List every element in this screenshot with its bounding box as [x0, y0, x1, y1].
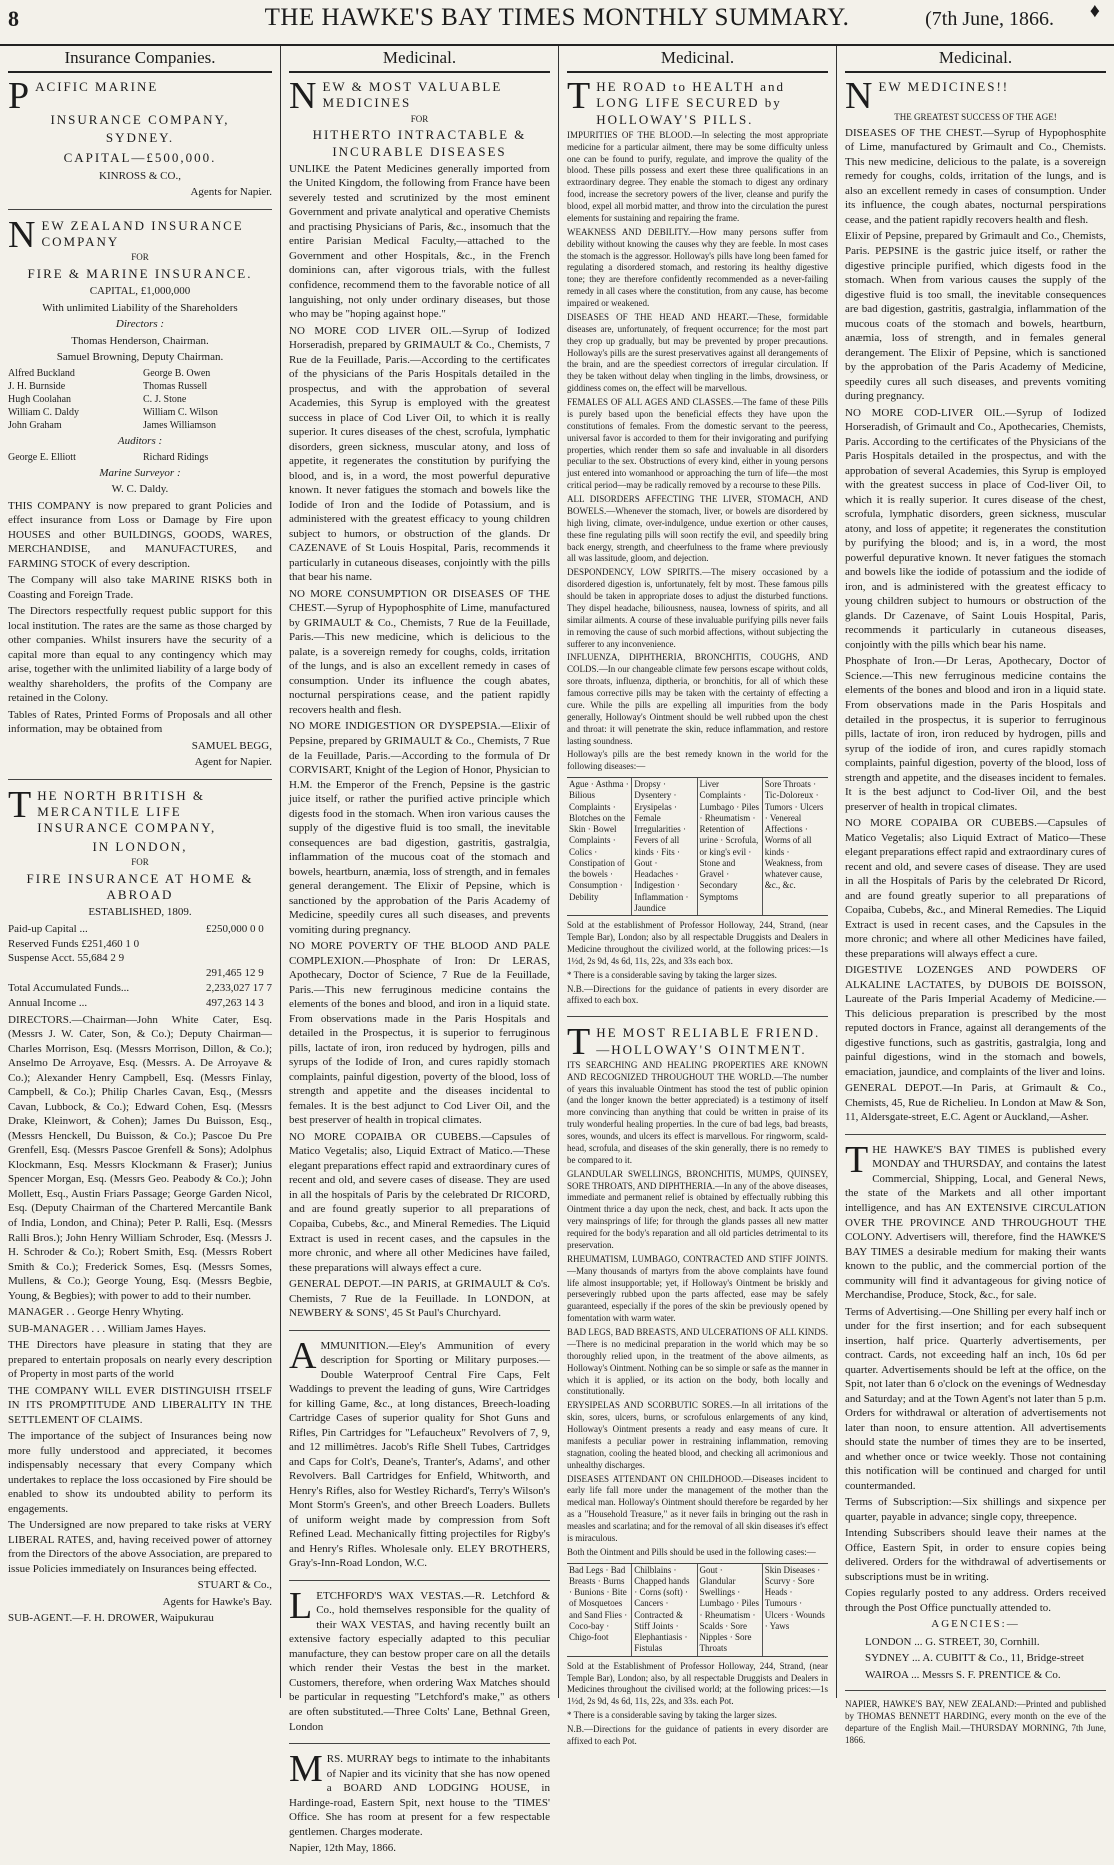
ad-body: WEAKNESS AND DEBILITY.—How many persons suffer from debility without knowing the causes why they are feeble. In most cases the stomach is the aggressor. Holloway's pills have long been famed for regulating a disordered stomach, and restoring its healthy digestive tone; they are therefore confidently recommended as a never-failing remedy in all cases where the constitution, from any cause, has become impaired or weakened. [567, 226, 828, 308]
ad-body: GENERAL DEPOT.—IN PARIS, at GRIMAULT & Co's. Chemists, 7 Rue de la Feuillade. In LONDON, at NEWBERY & SONS', 45 St Paul's Churchyard. [289, 1278, 550, 1320]
sub-manager: SUB-MANAGER . . . William James Hayes. [8, 1322, 206, 1335]
financial-label: Total Accumulated Funds... [8, 982, 130, 995]
ad-north-british-mercantile [8, 783, 272, 1635]
diseases-column: Dropsy · Dysentery · Erysipelas · Female Irregularities · Fevers of all kinds · Fits · Gout · Headaches · Indigestion · Inflammation · Jaundice [632, 778, 697, 915]
drop-cap: N [845, 75, 875, 117]
ad-body: RHEUMATISM, LUMBAGO, CONTRACTED AND STIFF JOINTS.—Many thousands of martyrs from the above complaints have found life almost insupportable; yet, if Holloway's Ointment be briskly and perseveringly rubbed upon the parts affected, ease may be safely guaranteed, especially if the pores of the skin be previously opened by fomentation with warm water. [567, 1253, 828, 1324]
ad-body [845, 1138, 1106, 1303]
ad-for: FOR [131, 856, 149, 867]
ad-heading-text: EW & MOST VALUABLE MEDICINES [322, 79, 503, 111]
diseases-column: Chilblains · Chapped hands · Corns (soft) · Cancers · Contracted & Stiff Joints · Elephantiasis · Fistulas [632, 1564, 697, 1656]
ad-location: IN LONDON, [92, 838, 188, 854]
director-name: Alfred Buckland [8, 367, 75, 379]
ad-body: THIS COMPANY is now prepared to grant Policies and effect insurance from Loss or Damage by Fire upon HOUSES and other BUILDINGS, GOODS, WARES, MERCHANDISE, and MANUFACTURES, and FARMING STOCK of every description. [8, 499, 272, 570]
ad-body: IMPURITIES OF THE BLOOD.—In selecting the most appropriate medicine for a particular ailment, there may be some difficulty unless one can be found to purify, regulate, and improve the quality of the blood. These pills possess and exert these three qualifications in an extraordinary degree. They enable the stomach to digest any ordinary food, increase the secretory powers of the liver, cleanse and purify the blood, expel all morbid matter, and throw into the circulation the purest elements for sustaining and repairing the frame. [567, 129, 828, 223]
ad-body: NO MORE INDIGESTION OR DYSPEPSIA.—Elixir of Pepsine, prepared by GRIMAULT & Co., Chemists, 7 Rue de la Feuillade, Paris.—According to the formula of Dr CORVISART, Knight of the Legion of Honor, Physician to H.M. the Emperor of the French, Pepsine is the gastric juice itself, or rather the purified active principle which digests food in the stomach. When iron various causes the supply of the digestive fluid is too small, the inevitable consequences are bad digestion, gastritis, gastralgia, inflammation of the mucous coat of the stomach and bowels, heartburn, anæmia, loss of strength, and in females general derangement. The Elixir of Pepsine, which is sanctioned by the approbation of the Paris Academy of Medicine, speedily cures all such diseases, and prevents vomiting during pregnancy. [289, 720, 550, 936]
ad-new-medicines-2 [845, 75, 1106, 1135]
ad-heading-text: HE MOST RELIABLE FRIEND.—HOLLOWAY'S OINTMENT. [596, 1025, 821, 1057]
archive-mark: ♦ [1089, 0, 1100, 22]
auditors-label: Auditors : [117, 434, 163, 447]
financial-label: Suspense Acct. 55,684 2 9 [8, 952, 125, 965]
agencies-label: AGENCIES:— [931, 1618, 1020, 1631]
ad-body: UNLIKE the Patent Medicines generally imported from the United Kingdom, the following from France have been severely tested and scrutinized by the most eminent Government and private analytical and operative Chemists and practising Physicians of Paris, &c., insomuch that the entire Parisian Medical Faculty,—attached to the Government and other Hospitals, &c., in the French dominions can, after vigorous trials, with the fullest confidence, recommend them to the favorable notice of all languishing, not only under ordinary diseases, but those who may be "hoping against hope." [289, 162, 550, 321]
director-name: William C. Wilson [143, 406, 218, 418]
ad-text: ETCHFORD'S WAX VESTAS.—R. Letchford & Co., hold themselves responsible for the quality of their WAX VESTAS, and having recently built an extensive factory especially adapted to this peculiar manufacture, they can bestow proper care on all the details which render their Vestas the best in the market. Customers, therefore, when ordering Wax Matches should be particular in requesting "Letchford's make," as others are often substituted.—Three Colts' Lane, Bethnal Green, London [289, 1589, 550, 1733]
ad-holloways-ointment [567, 1021, 828, 1757]
ad-body [289, 1748, 550, 1839]
ad-heading-text: ACIFIC MARINE [35, 79, 159, 94]
ad-heading [567, 1021, 828, 1064]
drop-cap: T [845, 1138, 869, 1181]
ad-heading [8, 213, 272, 256]
diseases-column: Skin Diseases · Scurvy · Sore Heads · Tumours · Ulcers · Wounds · Yaws [764, 1564, 825, 1631]
director-name: Hugh Coolahan [8, 393, 72, 405]
ad-pacific-marine [8, 75, 272, 210]
financial-value: £250,000 0 0 [206, 922, 264, 935]
financial-value: 2,233,027 17 7 [206, 982, 272, 995]
financial-value: 291,465 12 9 [206, 967, 264, 980]
ad-text: HE HAWKE'S BAY TIMES is published every MONDAY and THURSDAY, and contains the latest Commercial, Shipping, Local, and General News, the state of the Markets and all other important intelligence, and has AN EXTENSIVE CIRCULATION OVER THE PROVINCE AND THROUGHOUT THE COLONY. Advertisers will, therefore, find the HAWKE'S BAY TIMES a desirable medium for making their wants known to the public, and the commercial portion of the community will find it advantageous for giving notice of Merchandise, Produce, Stock, &c., for sale. [845, 1143, 1106, 1302]
ad-body: NO MORE COPAIBA OR CUBEBS.—Capsules of Matico Vegetalis; also, Liquid Extract of Matico.—These elegant preparations effect rapid and extraordinary cures of recent and old, and severe cases of disease. They are used in all the hospitals of Paris by the celebrated Dr RICORD, and are found greatly superior to all preparations of Copaiba, Cubebs, &c., and Mineral Remedies. The Liquid Extract is used in recent cases, and the capsules in the more chronic, and where all other Medicines have failed, these preparations will always effect a cure. [289, 1130, 550, 1274]
director-name: J. H. Burnside [8, 380, 66, 392]
ad-heading [567, 75, 828, 128]
ad-body: FEMALES OF ALL AGES AND CLASSES.—The fame of these Pills is purely based upon the beneficial effects they have upon the constitutions of females. From the domestic servant to the peeress, universal favor is accorded to them for their invigorating and purifying properties, which render them so safe and invaluable in all disorders peculiar to the sex. Obstructions of every kind, either in young persons just entered into womanhood or approaching the turn of life—the most critical period—may be radically removed by a recourse to these Pills. [567, 397, 828, 491]
ad-heading [8, 75, 272, 117]
page-number: 8 [8, 6, 19, 31]
drop-cap: T [567, 1021, 593, 1064]
ad-body: DIRECTORS.—Chairman—John White Cater, Esq. (Messrs J. W. Cater, Son, & Co.); Deputy Chairman—Charles Morrison, Esq. (Messrs Morrison, Dillon, & Co.); Anselmo De Arroyave, Esq. (Messrs. A. De Arroyave & Co.); Alexander Henry Campbell, Esq. (Messrs Finlay, Campbell, & Co.); Philip Charles Cavan, Esq., (Messrs Cavan, Lubbock, & Co.); Edward Cohen, Esq. (Messrs Drake, Kleinwort, & Cohen); James Du Buisson, Esq., (Messrs Henckell, Du Buisson, & Co.); Pascoe Du Pre Grenfell, Esq. (Messrs Pascoe Grenfell & Sons); Adolphus Klockmann, Esq. Messrs Klockmann & Fraser); Junius Spencer Morgan, Esq. (Messrs Geo. Peabody & Co.); John Mollett, Esq., Austin Friars Passage; George Garden Nicol, Esq. (Deputy Chairman of the Chartered Mercantile Bank of India, London, and China); Peter P. Ralli, Esq. (Messrs Ralli Bros.); John Henry William Schroder, Esq. (Messrs J. H. Schroder & Co.); Robert Smith, Esq. (Messrs Robert Smith & Co.); Frederick Somes, Esq. (Messrs Somes, Mullens, & Co.); George Young, Esq. (Messrs Begbie, Young, & Begbies); with power to add to their number. [8, 1013, 272, 1302]
ad-body: The Directors respectfully request public support for this local institution. The rates are the same as those charged by other companies. Whilst insurers have the security of a capital more than equal to any contingency which may arise, together with the unlimited liability of a large body of wealthy shareholders, the profits of the Company are retained in the Colony. [8, 605, 272, 705]
drop-cap: N [289, 75, 319, 117]
ad-letchford-vestas [289, 1584, 550, 1744]
ad-body: ITS SEARCHING AND HEALING PROPERTIES ARE KNOWN AND RECOGNIZED THROUGHOUT THE WORLD.—The number of years this invaluable Ointment has stood the test of public opinion (and the longer known the better appreciated) is a testimony of itself more convincing than anything that could be written in praise of its truly wonderful healing properties. In the cure of bad legs, bad breasts, sores, wounds, and ulcers its effect is marvellous. For ringworm, scald-head, scrofula, and diseases of the skin generally, there is no remedy to be compared to it. [567, 1059, 828, 1165]
ad-mrs-murray [289, 1748, 550, 1865]
drop-cap: N [8, 213, 38, 256]
ad-body: THE Directors have pleasure in stating that they are prepared to entertain proposals on nearly every description of Property in most parts of the world [8, 1339, 272, 1381]
ad-body [289, 1334, 550, 1571]
diseases-column: Liver Complaints · Lumbago · Piles · Rheumatism · Retention of urine · Scrofula, or king's evil · Stone and Gravel · Secondary Symptoms [698, 778, 763, 915]
agent-name: KINROSS & CO., [99, 169, 181, 182]
ad-body: NO MORE CONSUMPTION OR DISEASES OF THE CHEST.—Syrup of Hypophosphite of Lime, manufactured by GRIMAULT & Co., Chemists, 7 Rue de la Feuillade, Paris.—This new medicine, which is delicious to the palate, is a sovereign remedy for coughs, colds, irritation of the lungs, and is also an excellent remedy in cases of consumption. Under its influence the cough abates, nocturnal perspirations cease, and the patient rapidly recovers health and flesh. [289, 587, 550, 716]
ad-body: ERYSIPELAS AND SCORBUTIC SORES.—In all irritations of the skin, sores, ulcers, burns, or scrofulous enlargements of any kind, Holloway's Ointment presents a ready and easy means of cure. It manifests a peculiar power in restraining inflammation, removing stagnation, cooling the heated blood, and checking all acrimonious and unhealthy discharges. [567, 1400, 828, 1470]
ad-capital: CAPITAL—£500,000. [63, 149, 217, 165]
ad-body: INFLUENZA, DIPHTHERIA, BRONCHITIS, COUGHS, AND COLDS.—In our changeable climate few persons escape without colds, sore throats, influenza, diptheria, or bronchitis, for all of which these famous corrective pills may be taken with the certainty of effecting a cure. While the pills are expelling all impurities from the body generally, Holloway's Ointment should be well rubbed upon the chest and throat: it will penetrate the skin, reduce inflammation, and restore lasting soundness. [567, 652, 828, 746]
financial-table [8, 922, 272, 1011]
financial-value: 497,263 14 3 [206, 996, 264, 1009]
agent-name: STUART & Co., [197, 1579, 272, 1592]
column-medicinal-3 [836, 46, 1114, 1746]
diseases-table [567, 777, 828, 916]
director-name: John Graham [8, 419, 62, 431]
agent-role: Agents for Hawke's Bay. [162, 1595, 272, 1608]
ad-new-zealand-insurance [8, 213, 272, 780]
financial-label [8, 966, 206, 981]
ad-date: Napier, 12th May, 1866. [289, 1842, 396, 1855]
surveyor-name: W. C. Daldy. [111, 483, 169, 496]
ad-body: DESPONDENCY, LOW SPIRITS.—The misery occasioned by a disordered digestion is, unfortunately, felt by most. These famous pills should be taken in appropriate doses to adjust the disturbed functions. They dispel headache, biliousness, nausea, lowness of spirits, and all similar ailments. A course of these invaluable purifying pills never fails in removing the cause of such morbid affections, without subjecting the sufferer to any inconvenience. [567, 567, 828, 649]
column-heading: Insurance Companies. [8, 46, 272, 73]
ad-heading [289, 75, 550, 117]
financial-value [206, 937, 272, 952]
director-name: William C. Daldy [8, 406, 79, 418]
agency-line: WAIROA ... Messrs S. F. PRENTICE & Co. [865, 1668, 1061, 1681]
ad-body: Terms of Subscription:—Six shillings and sixpence per quarter, payable in advance; single copy, threepence. [845, 1496, 1106, 1523]
column-medicinal-2 [558, 46, 836, 1746]
ad-heading [8, 783, 272, 837]
ad-body: Sold at the establishment of Professor Holloway, 244, Strand, (near Temple Bar), London; also by all respectable Druggists and Dealers in Medicine throughout the civilized world, at the following prices:—1s 1½d, 2s 9d, 4s 6d, 11s, 22s, and 33s each box. [567, 920, 828, 966]
drop-cap: L [289, 1584, 313, 1627]
ad-body: DISEASES OF THE HEAD AND HEART.—These, formidable diseases are, unfortunately, of frequent occurrence; for the most part they crop up gradually, but may be prevented by proper precautions. Holloway's pills are the surest preservatives against all derangements of the brain, and are the speediest correctors of irregular circulation. If they be taken without delay when tingling in the limbs, drowsiness, or giddiness comes on, the effect will be marvellous. [567, 311, 828, 394]
ad-body: GLANDULAR SWELLINGS, BRONCHITIS, MUMPS, QUINSEY, SORE THROATS, AND DIPHTHERIA.—In any of the above diseases, immediate and permanent relief is obtained by effectually rubbing this Ointment thrice a day upon the neck, chest, and back. It acts upon the very mainsprings of life; for through the glands passes all new matter required for the body's reparation and all old particles detrimental to its preservation. [567, 1168, 828, 1250]
financial-value [206, 951, 272, 966]
ad-new-medicines [289, 75, 550, 1331]
agency-line: SYDNEY ... A. CUBITT & Co., 11, Bridge-street [865, 1652, 1084, 1665]
auditors-list [8, 451, 272, 464]
ad-hawkes-bay-times [845, 1138, 1106, 1692]
ad-body: DISEASES ATTENDANT ON CHILDHOOD.—Diseases incident to early life fall more under the management of the mother than the medical man. Holloway's Ointment should therefore be regarded by her as a "Household Treasure," as it never fails in bringing out the rash in measles and scarlatina; and for the removal of all skin diseases it's effect is miraculous. [567, 1473, 828, 1543]
masthead-date: (7th June, 1866. [925, 8, 1054, 30]
column-heading: Medicinal. [845, 46, 1106, 73]
ad-ammunition [289, 1334, 550, 1581]
director-name: James Williamson [143, 419, 217, 431]
ad-body: GENERAL DEPOT.—In Paris, at Grimault & Co., Chemists, 45, Rue de Richelieu. In London at Maw & Son, 11, Aldersgate-street, E.C. Agent or Auckland,—Asher. [845, 1082, 1106, 1124]
ad-text: RS. MURRAY begs to intimate to the inhabitants of Napier and its vicinity that she has now opened a BOARD AND LODGING HOUSE, in Hardinge-road, Eastern Spit, next house to the 'TIMES' Office. She has room at present for a few respectable gentlemen. Charges moderate. [289, 1753, 550, 1838]
sub-agent: SUB-AGENT.—F. H. DROWER, Waipukurau [8, 1612, 214, 1625]
column-medicinal-1 [280, 46, 558, 1855]
imprint-text: NAPIER, HAWKE'S BAY, NEW ZEALAND:—Printed and published by THOMAS BENNETT HARDING, every month on the eve of the departure of the English Mail.—THURSDAY MORNING, 7th June, 1866. [845, 1699, 1106, 1746]
financial-label: Reserved Funds £251,460 1 0 [8, 937, 140, 950]
diseases-column: Gout · Glandular Swellings · Lumbago · Piles · Rheumatism · Scalds · Sore Nipples · Sore Throats [698, 1564, 763, 1656]
ad-holloways-pills [567, 75, 828, 1017]
ad-body: The importance of the subject of Insurances being now more fully understood and appreciated, it becomes indispensably necessary that every Company which undertakes to replace the loss occasioned by Fire should be enabled to show its undoubted ability to perform its engagements. [8, 1430, 272, 1515]
ad-body: * There is a considerable saving by taking the larger sizes. [567, 1710, 777, 1721]
financial-label: Annual Income ... [8, 996, 88, 1009]
financial-label: Paid-up Capital ... [8, 922, 88, 935]
ad-subheading: THE GREATEST SUCCESS OF THE AGE! [894, 112, 1057, 122]
ad-text: MMUNITION.—Eley's Ammunition of every description for Sporting or Military purposes.—Double Waterproof Central Fire Caps, Felt Waddings to prevent the leading of guns, Wire Cartridges for killing Game, &c., at long distances, Breech-loading Cartridge Cases of superior quality for Shot Guns and Rifles, Pin Cartridges for "Lefaucheux" Revolvers of 7, 9, and 12 millimètres. Jacob's Rifle Shell Tubes, Cartridges and Caps for Colt's, Deane's, Tranter's, Adams', and other Revolvers. Ball Cartridges for Enfield, Whitworth, and Henry's Rifles, also for Westley Richard's, Terry's Wilson's Mont Storm's Green's, and other Breech Loaders. Bullets of uniform weight made by compression from Soft Refined Lead. Mechanically fitting projectiles for Rigby's and Henry's Rifles. Wholesale only. ELEY BROTHERS, Gray's-Inn-Road London, W.C. [289, 1339, 550, 1570]
ad-body: ALL DISORDERS AFFECTING THE LIVER, STOMACH, AND BOWELS.—Whenever the stomach, liver, or bowels are disordered by high living, climate, over-indulgence, undue exertion or other causes, these fine regulating pills will soon rectify the evil, and speedily bring back energy, strength, and cheerfulness to the frame where previously all was lassitude, gloom, and dejection. [567, 494, 828, 564]
ad-heading-text: HE ROAD to HEALTH and LONG LIFE SECURED by HOLLOWAY'S PILLS. [596, 79, 786, 127]
ad-liability: With unlimited Liability of the Shareholders [42, 301, 238, 314]
ad-subheading: INSURANCE COMPANY, [50, 112, 230, 127]
ad-subheading: FIRE INSURANCE AT HOME & ABROAD [26, 870, 254, 902]
agent-role: Agents for Napier. [190, 186, 272, 199]
column-heading: Medicinal. [289, 46, 550, 73]
auditor-name: George E. Elliott [8, 451, 76, 463]
ad-location: SYDNEY. [105, 130, 175, 146]
ad-body: The Undersigned are now prepared to take risks at VERY LIBERAL RATES, and, having received power of attorney from the Directors of the above Association, are prepared to issue Policies immediately on Insurances being effected. [8, 1519, 272, 1575]
ad-heading-text: HE NORTH BRITISH & MERCANTILE LIFE INSURANCE COMPANY, [37, 787, 217, 836]
masthead-title: THE HAWKE'S BAY TIMES MONTHLY SUMMARY. [264, 4, 850, 31]
agency-line: LONDON ... G. STREET, 30, Cornhill. [865, 1635, 1040, 1648]
ad-body: Phosphate of Iron.—Dr Leras, Apothecary, Doctor of Science.—This new ferruginous medicine contains the elements of the bones and blood and iron in a liquid state. From observations made in the Paris Hospitals and detailed in the prospectus, it is superior to ferruginous pills, lactate of iron, iron reduced by hydrogen, pills and syrup of the iodide of iron, and cures rapidly stomach complaints, painful digestion, poverty of the blood, loss of strength and appetite, and the diseases incident to females. It is the best adjunct to Cod-liver Oil, and the best preserver of health in tropical climates. [845, 655, 1106, 813]
ad-body: NO MORE COD-LIVER OIL.—Syrup of Iodized Horseradish, of Grimault and Co., Apothecaries, Chemists, Paris. According to the certificates of the Physicians of the Paris Hospitals detailed in the prospectus, and with the approbation of several Academies, this Syrup is employed with the greatest success in place of Cod-liver Oil, to which it is really superior. It cures disease of the chest, scrofula, lymphatic disorders, green sickness, muscular atony, and loss of appetite; it regenerates the constitution by purifying the blood; and is, in a word, the most powerful depurative known. It never fatigues the stomach and bowels like the iodide of potassium and the iodide of iron, and is administered with the greatest efficacy to young children subject to humours or obstruction of the glands. Dr Cazenave, of Saint Louis Hospital, Paris, recommends it particularly in cutaneous diseases, conjointly with the pills which bear his name. [845, 406, 1106, 651]
diseases-column: Sore Throats · Tic-Doloreux · Tumors · Ulcers · Venereal Affections · Worms of all kinds · Weakness, from whatever cause, &c., &c. [764, 779, 824, 891]
director-name: George B. Owen [143, 367, 211, 379]
agencies-list [845, 1634, 1106, 1684]
ad-heading-text: EW ZEALAND INSURANCE COMPANY [41, 217, 244, 250]
surveyor-label: Marine Surveyor : [99, 466, 181, 479]
ad-subheading: HITHERTO INTRACTABLE & INCURABLE DISEASES [312, 127, 527, 159]
diseases-table [567, 1563, 828, 1657]
ad-body: Sold at the Establishment of Professor Holloway, 244, Strand, (near Temple Bar), London; also, by all respectable Druggists and Dealers in Medicines throughout the civilised world; at the following prices:—1s 1½d, 2s 9d, 4s 6d, 11s, 22s, and 33s. each Pot. [567, 1660, 828, 1707]
manager: MANAGER . . George Henry Whyting. [8, 1306, 184, 1319]
agent-role: Agent for Napier. [194, 756, 272, 769]
ad-body: Copies regularly posted to any address. Orders received through the Post Office punctually attended to. [845, 1587, 1106, 1614]
ad-capital: CAPITAL, £1,000,000 [89, 285, 191, 298]
ad-body: N.B.—Directions for the guidance of patients in every disorder are affixed to each box. [567, 983, 828, 1006]
ad-body: * There is a considerable saving by taking the larger sizes. [567, 969, 777, 980]
column-insurance [0, 46, 280, 1698]
drop-cap: A [289, 1334, 317, 1377]
chairman: Thomas Henderson, Chairman. [71, 334, 209, 347]
ad-body: THE COMPANY WILL EVER DISTINGUISH ITSELF IN ITS PROMPTITUDE AND LIBERALITY IN THE SETTLEMENT OF CLAIMS. [8, 1384, 272, 1426]
auditor-name: Richard Ridings [143, 451, 209, 463]
ad-subheading: FIRE & MARINE INSURANCE. [27, 266, 253, 282]
ad-for: FOR [410, 113, 429, 124]
ad-body: Elixir of Pepsine, prepared by Grimault and Co., Chemists, Paris. PEPSINE is the gastric juice itself, or rather the digestive principle purified, which digests food in the stomach. When from various causes the supply of the digestive fluid is too small, the inevitable consequences are bad digestion, gastritis, gastralgia, inflammation of the mucous coats of the stomach and bowels, heartburn, anæmia, loss of strength, and in females general derangement. The Elixir of Pepsine, which is sanctioned by the approbation of the Paris Academy of Medicine, speedily cures all such diseases, and prevents vomiting during pregnancy. [845, 230, 1106, 403]
deputy-chairman: Samuel Browning, Deputy Chairman. [56, 351, 224, 364]
director-name: Thomas Russell [143, 380, 208, 392]
diseases-column: Ague · Asthma · Bilious Complaints · Blotches on the Skin · Bowel Complaints · Colics · Constipation of the bowels · Consumption · Debility [567, 778, 632, 915]
ad-body: The Company will also take MARINE RISKS both in Coasting and Foreign Trade. [8, 574, 272, 601]
director-name: C. J. Stone [143, 393, 187, 405]
drop-cap: P [8, 75, 32, 117]
column-heading: Medicinal. [567, 46, 828, 73]
agent-name: SAMUEL BEGG, [191, 739, 272, 752]
ad-body: N.B.—Directions for the guidance of patients in every disorder are affixed to each Pot. [567, 1724, 828, 1746]
drop-cap: M [289, 1748, 323, 1791]
ad-body: NO MORE COD LIVER OIL.—Syrup of Iodized Horseradish, prepared by GRIMAULT & Co., Chemists, 7 Rue de la Feuillade, Paris.—According to the certificates of the physicians of the Paris Hospitals detailed in the prospectus, and with the approbation of several Academies, this Syrup is employed with the greatest success in place of Cod Liver Oil, to which it is really superior. It cures diseases of the chest, scrofula, lymphatic disorders, green sickness, muscular atony, and loss of appetite, it regenerates the constitution by purifying the blood, and is, in a word, the most powerful depurative known. It never fatigues the stomach and bowels like the Iodide of Iron and the Iodide of Potassium, and is administered with the greatest efficacy to young children subject to humors, or obstruction of the glands. Dr CAZENAVE of St Louis Hospital, Paris, recommends it particularly in cutaneous diseases, conjointly with the pills that bear his name. [289, 324, 550, 584]
ad-body: Terms of Advertising.—One Shilling per every half inch or under for the first insertion; and for each subsequent insertion, half price. Quarterly advertisements, per contract. Cards, not exceeding half an inch, 10s 6d per quarter. Advertisements should be left at the office, on the Spit, not later than 6 o'clock on the evenings of Wednesday and Saturday; and at the Town Agent's not later than 5 p.m. Orders for withdrawal or alteration of advertisements not later than noon, to ensure attention. All advertisements should state the number of times they are to be inserted, and whether once or twice weekly. Those not containing this notification will be continued and charged for until countermanded. [845, 1305, 1106, 1492]
directors-list [8, 367, 272, 432]
ad-heading-text: EW MEDICINES!! [878, 79, 1010, 94]
ad-body: DISEASES OF THE CHEST.—Syrup of Hypophosphite of Lime, manufactured by Grimault and Co., Chemists. This new medicine, delicious to the palate, is a sovereign remedy for coughs, colds, irritation of the lungs, and is also an excellent remedy in cases of consumption. Under its influence, the cough abates, nocturnal perspirations cease, and the patient rapidly recovers health and flesh. [845, 126, 1106, 226]
ad-body [289, 1584, 550, 1734]
ad-body: NO MORE COPAIBA OR CUBEBS.—Capsules of Matico Vegetalis; also Liquid Extract of Matico—These elegant preparations effect rapid and extraordinary cures of recent and old, and severe cases of disease. They are used in all the Hospitals of Paris by the celebrated Dr Ricord, and are found greatly superior to all preparations of Copaiba, Cubebs, &c., and Mineral Remedies. The Liquid Extract is used in recent cases, and the Capsules in the more chronic; and where all other Medicines have failed, these preparations will always effect a cure. [845, 817, 1106, 960]
ad-body: Holloway's pills are the best remedy known in the world for the following diseases:— [567, 749, 828, 772]
ad-for: FOR [131, 252, 149, 263]
ad-body: Tables of Rates, Printed Forms of Proposals and all other information, may be obtained from [8, 708, 272, 736]
drop-cap: T [567, 75, 593, 117]
drop-cap: T [8, 783, 34, 826]
masthead [0, 0, 1114, 46]
ad-body: DIGESTIVE LOZENGES AND POWDERS OF ALKALINE LACTATES, by DUBOIS DE BOISSON, Laureate of the Paris Imperial Academy of Medicine.—This delicious preparation is prescribed by the most reputed doctors in France, against all derangements of the digestive functions, such as gastritis, gastralgia, long and painful digestions, wind in the stomach and bowels, emaciation, jaundice, and complaints of the liver and loins. [845, 964, 1106, 1078]
ad-body: BAD LEGS, BAD BREASTS, AND ULCERATIONS OF ALL KINDS.—There is no medicinal preparation in the world which may be so thoroughly relied upon, in the treatment of the above ailments, as Holloway's Ointment. Nothing can be so simple or safe as the manner in which it is applied, or its action on the body, both locally and constitutionally. [567, 1327, 828, 1397]
ad-body: Both the Ointment and Pills should be used in the following cases:— [567, 1546, 816, 1557]
directors-label: Directors : [115, 318, 165, 331]
ad-body: Intending Subscribers should leave their names at the Office, Eastern Spit, in order to ensure copies being delivered. Orders for the withdrawal of advertisements or subscriptions must be in writing. [845, 1527, 1106, 1583]
diseases-column: Bad Legs · Bad Breasts · Burns · Bunions · Bite of Mosquetoes and Sand Flies · Coco-bay · Chigo-foot [567, 1564, 632, 1656]
ad-body: NO MORE POVERTY OF THE BLOOD AND PALE COMPLEXION.—Phosphate of Iron: Dr LERAS, Apothecary, Doctor of Science, 7 Rue de la Feuillade, Paris.—This new ferruginous medicine contains the elements of the bones and blood, and iron in a liquid state. From observations made in the Paris Hospitals and detailed in the Prospectus, it is superior to ferruginous pills, lactate of iron, iron reduced by hydrogen, pills and syrups of the Iodide of Iron, and cures rapidly stomach complaints, painful digestion, poverty of the blood, loss of strength and appetite and the diseases incidental to females. It is the best adjunct to Cod Liver Oil, and the best preserver of health in tropical climates. [289, 940, 550, 1127]
ad-established: ESTABLISHED, 1809. [88, 906, 192, 919]
imprint [845, 1699, 1106, 1756]
